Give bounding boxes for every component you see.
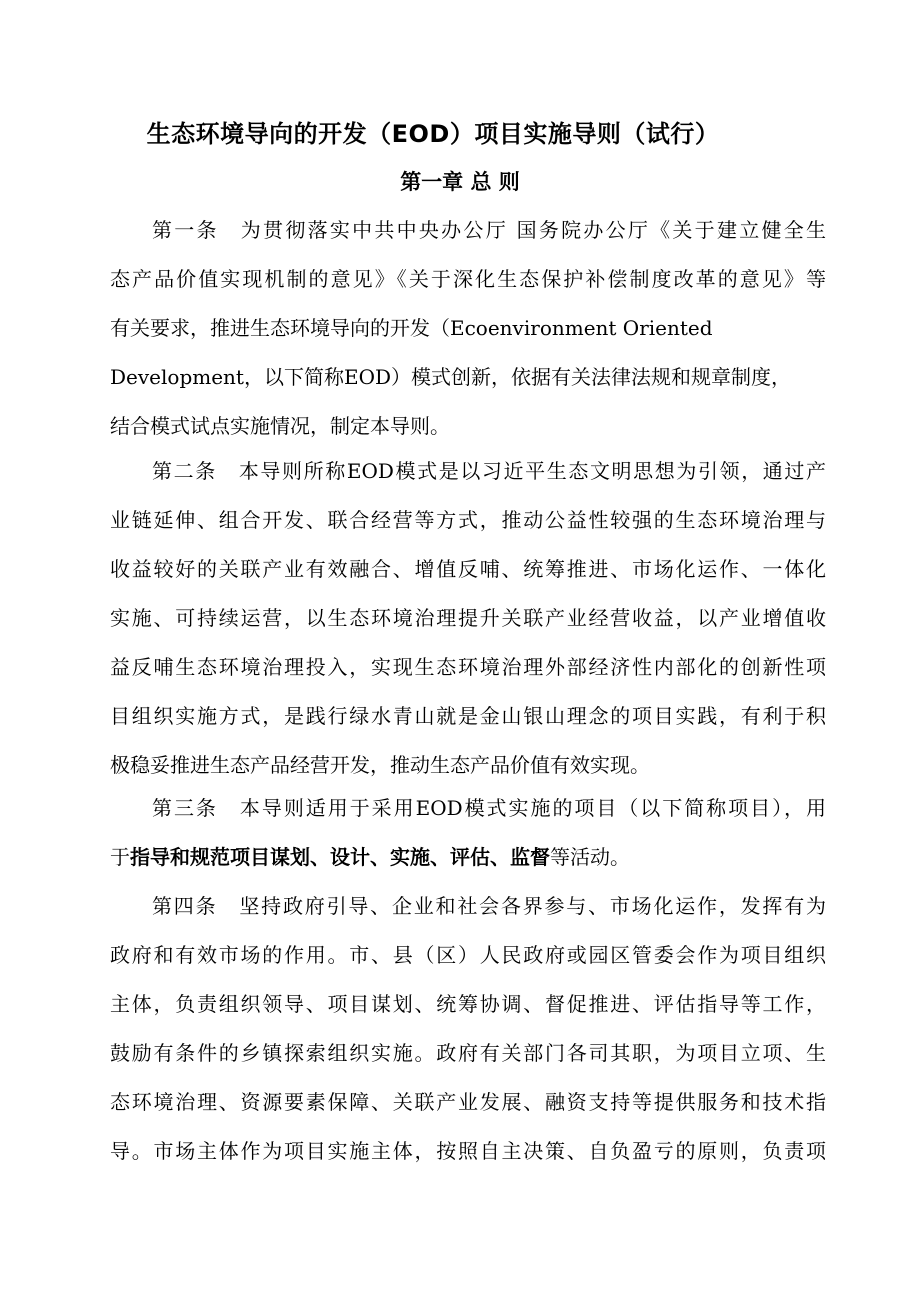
article-line: 态产品价值实现机制的意见》《关于深化生态保护补偿制度改革的意见》等 <box>110 267 826 291</box>
article-label: 第一条 <box>152 218 219 242</box>
article-line: 第四条 坚持政府引导、企业和社会各界参与、市场化运作，发挥有为 <box>152 894 826 918</box>
article-line: 有关要求，推进生态环境导向的开发（Ecoenvironment Oriented <box>110 316 713 340</box>
article-line: 目组织实施方式，是践行绿水青山就是金山银山理念的项目实践，有利于积 <box>110 704 826 728</box>
article-line: 导。市场主体作为项目实施主体，按照自主决策、自负盈亏的原则，负责项 <box>110 1139 826 1163</box>
article-line: 政府和有效市场的作用。市、县（区）人民政府或园区管委会作为项目组织 <box>110 943 826 967</box>
article-label: 第二条 <box>152 459 217 483</box>
article-line: Development，以下简称EOD）模式创新，依据有关法律法规和规章制度， <box>110 365 791 389</box>
article-line: 结合模式试点实施情况，制定本导则。 <box>110 414 450 438</box>
document-title: 生态环境导向的开发（EOD）项目实施导则（试行） <box>146 120 720 148</box>
article-line: 态环境治理、资源要素保障、关联产业发展、融资支持等提供服务和技术指 <box>110 1090 826 1114</box>
article-line: 第一条 为贯彻落实中共中央办公厅 国务院办公厅《关于建立健全生 <box>152 218 826 242</box>
article-line: 于指导和规范项目谋划、设计、实施、评估、监督等活动。 <box>110 845 630 869</box>
article-line: 主体，负责组织领导、项目谋划、统筹协调、督促推进、评估指导等工作， <box>110 992 826 1016</box>
article-4 <box>110 882 826 1176</box>
article-label: 第四条 <box>152 894 218 918</box>
article-line: 极稳妥推进生态产品经营开发，推动生态产品价值有效实现。 <box>110 753 650 777</box>
article-line: 第三条 本导则适用于采用EOD模式实施的项目（以下简称项目），用 <box>152 796 826 820</box>
article-3 <box>110 784 826 882</box>
chapter-title: 第一章 总 则 <box>400 170 520 194</box>
article-line: 第二条 本导则所称EOD模式是以习近平生态文明思想为引领，通过产 <box>152 459 826 483</box>
article-line: 收益较好的关联产业有效融合、增值反哺、统筹推进、市场化运作、一体化 <box>110 557 826 581</box>
article-line: 实施、可持续运营，以生态环境治理提升关联产业经营收益，以产业增值收 <box>110 606 826 630</box>
bold-phrase: 指导和规范项目谋划、设计、实施、评估、监督 <box>130 845 550 869</box>
article-label: 第三条 <box>152 796 218 820</box>
article-2 <box>110 447 826 790</box>
article-line: 业链延伸、组合开发、联合经营等方式，推动公益性较强的生态环境治理与 <box>110 508 826 532</box>
article-line: 鼓励有条件的乡镇探索组织实施。政府有关部门各司其职，为项目立项、生 <box>110 1041 826 1065</box>
article-1 <box>110 206 826 451</box>
article-line: 益反哺生态环境治理投入，实现生态环境治理外部经济性内部化的创新性项 <box>110 655 826 679</box>
